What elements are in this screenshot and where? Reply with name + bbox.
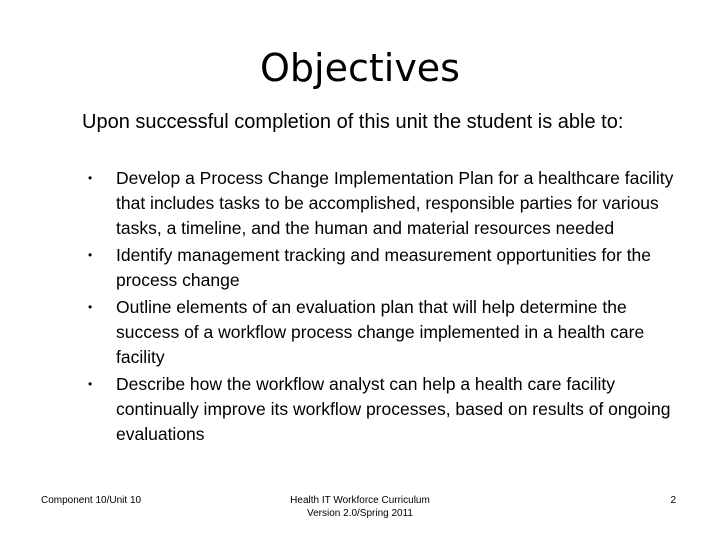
objective-text: Outline elements of an evaluation plan that will help determine the success of a workflow process change implemented in a health care facility [116, 297, 645, 367]
page-number: 2 [670, 495, 676, 506]
list-item [0, 243, 686, 293]
list-item [0, 372, 686, 447]
footer-curriculum-title: Health IT Workforce Curriculum [290, 495, 430, 506]
footer-curriculum [240, 494, 480, 520]
intro-text: Upon successful completion of this unit the student is able to: [82, 111, 624, 133]
footer-version: Version 2.0/Spring 2011 [306, 508, 413, 519]
bullet-icon: • [88, 171, 93, 185]
objective-text: Describe how the workflow analyst can help a health care facility continually improve its workflow processes, based on results of ongoing evaluations [116, 374, 671, 444]
list-item [0, 166, 686, 241]
bullet-icon: • [88, 248, 93, 262]
footer-component: Component 10/Unit 10 [41, 495, 142, 506]
bullet-icon: • [88, 377, 93, 391]
objective-text: Identify management tracking and measurement opportunities for the process change [116, 245, 652, 290]
list-item [0, 295, 686, 370]
slide-title: Objectives [260, 46, 460, 90]
objectives-list [0, 166, 720, 449]
bullet-icon: • [88, 300, 93, 314]
objective-text: Develop a Process Change Implementation Plan for a healthcare facility that includes tasks to be accomplished, responsible parties for various tasks, a timeline, and the human and material resources needed [116, 168, 674, 238]
